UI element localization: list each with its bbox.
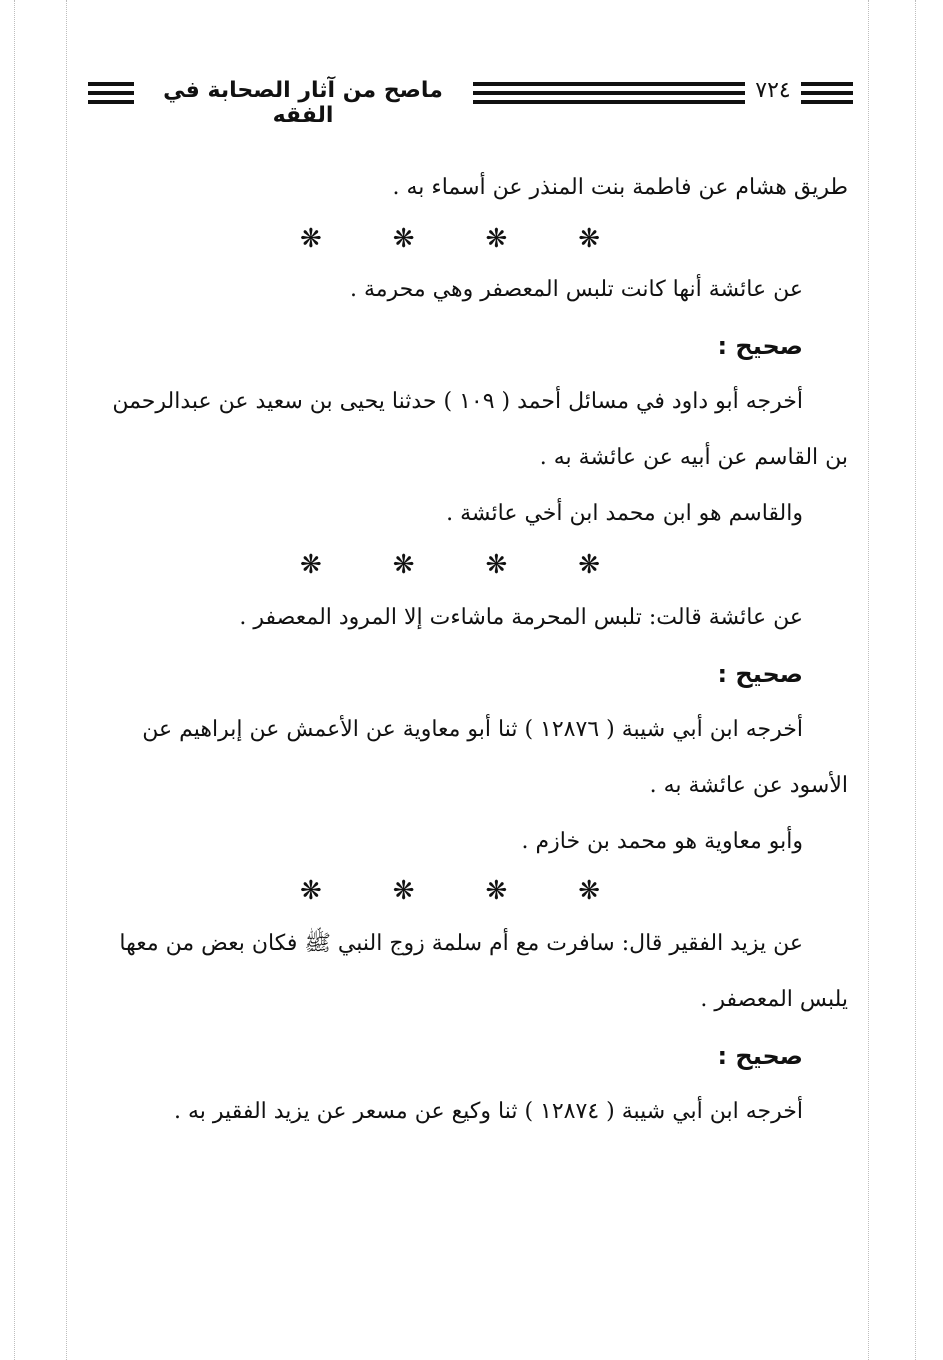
grading-heading-2: صحيح : bbox=[717, 660, 803, 688]
grading-heading-1: صحيح : bbox=[717, 332, 803, 360]
note-2: وأبو معاوية هو محمد بن خازم . bbox=[521, 829, 803, 854]
header-rule-middle bbox=[473, 82, 745, 104]
ornament-star-icon: ❋ bbox=[300, 876, 322, 906]
scan-edge-right bbox=[868, 0, 869, 1360]
ornament-star-icon: ❋ bbox=[578, 224, 600, 254]
scan-edge-left-inner bbox=[66, 0, 67, 1360]
section-divider-3 bbox=[300, 876, 600, 906]
athar-text-2: عن عائشة قالت: تلبس المحرمة ماشاءت إلا المرود المعصفر . bbox=[239, 605, 803, 630]
athar-text-1: عن عائشة أنها كانت تلبس المعصفر وهي محرمة . bbox=[349, 277, 803, 302]
takhrij-2: أخرجه ابن أبي شيبة ( ١٢٨٧٦ ) ثنا أبو معاوية عن الأعمش عن إبراهيم عن الأسود عن عائشة به . bbox=[142, 717, 848, 798]
ornament-star-icon: ❋ bbox=[300, 224, 322, 254]
section-divider-2 bbox=[300, 550, 600, 580]
ornament-star-icon: ❋ bbox=[392, 550, 415, 580]
ornament-star-icon: ❋ bbox=[578, 550, 600, 580]
ornament-star-icon: ❋ bbox=[300, 550, 322, 580]
ornament-star-icon: ❋ bbox=[392, 224, 415, 254]
page-number: ٧٢٤ bbox=[755, 78, 791, 103]
header-rule-left bbox=[88, 82, 134, 104]
athar-text-3: عن يزيد الفقير قال: سافرت مع أم سلمة زوج النبي ﷺ فكان بعض من معها يلبس المعصفر . bbox=[119, 931, 848, 1012]
ornament-star-icon: ❋ bbox=[485, 876, 508, 906]
section-divider-1 bbox=[300, 224, 600, 254]
paragraph-continuation: طريق هشام عن فاطمة بنت المنذر عن أسماء به . bbox=[392, 175, 848, 200]
takhrij-1: أخرجه أبو داود في مسائل أحمد ( ١٠٩ ) حدثنا يحيى بن سعيد عن عبدالرحمن بن القاسم عن أبيه عن عائشة به . bbox=[112, 389, 848, 470]
running-title: ماصح من آثار الصحابة في الفقه bbox=[163, 78, 443, 128]
grading-heading-3: صحيح : bbox=[717, 1042, 803, 1070]
scan-edge-right-outer bbox=[915, 0, 916, 1360]
scan-edge-left bbox=[14, 0, 15, 1360]
takhrij-3: أخرجه ابن أبي شيبة ( ١٢٨٧٤ ) ثنا وكيع عن مسعر عن يزيد الفقير به . bbox=[174, 1099, 803, 1124]
ornament-star-icon: ❋ bbox=[578, 876, 600, 906]
note-1: والقاسم هو ابن محمد ابن أخي عائشة . bbox=[446, 501, 803, 526]
ornament-star-icon: ❋ bbox=[485, 550, 508, 580]
running-header bbox=[88, 70, 853, 128]
header-rule-right bbox=[801, 82, 853, 104]
ornament-star-icon: ❋ bbox=[392, 876, 415, 906]
ornament-star-icon: ❋ bbox=[485, 224, 508, 254]
